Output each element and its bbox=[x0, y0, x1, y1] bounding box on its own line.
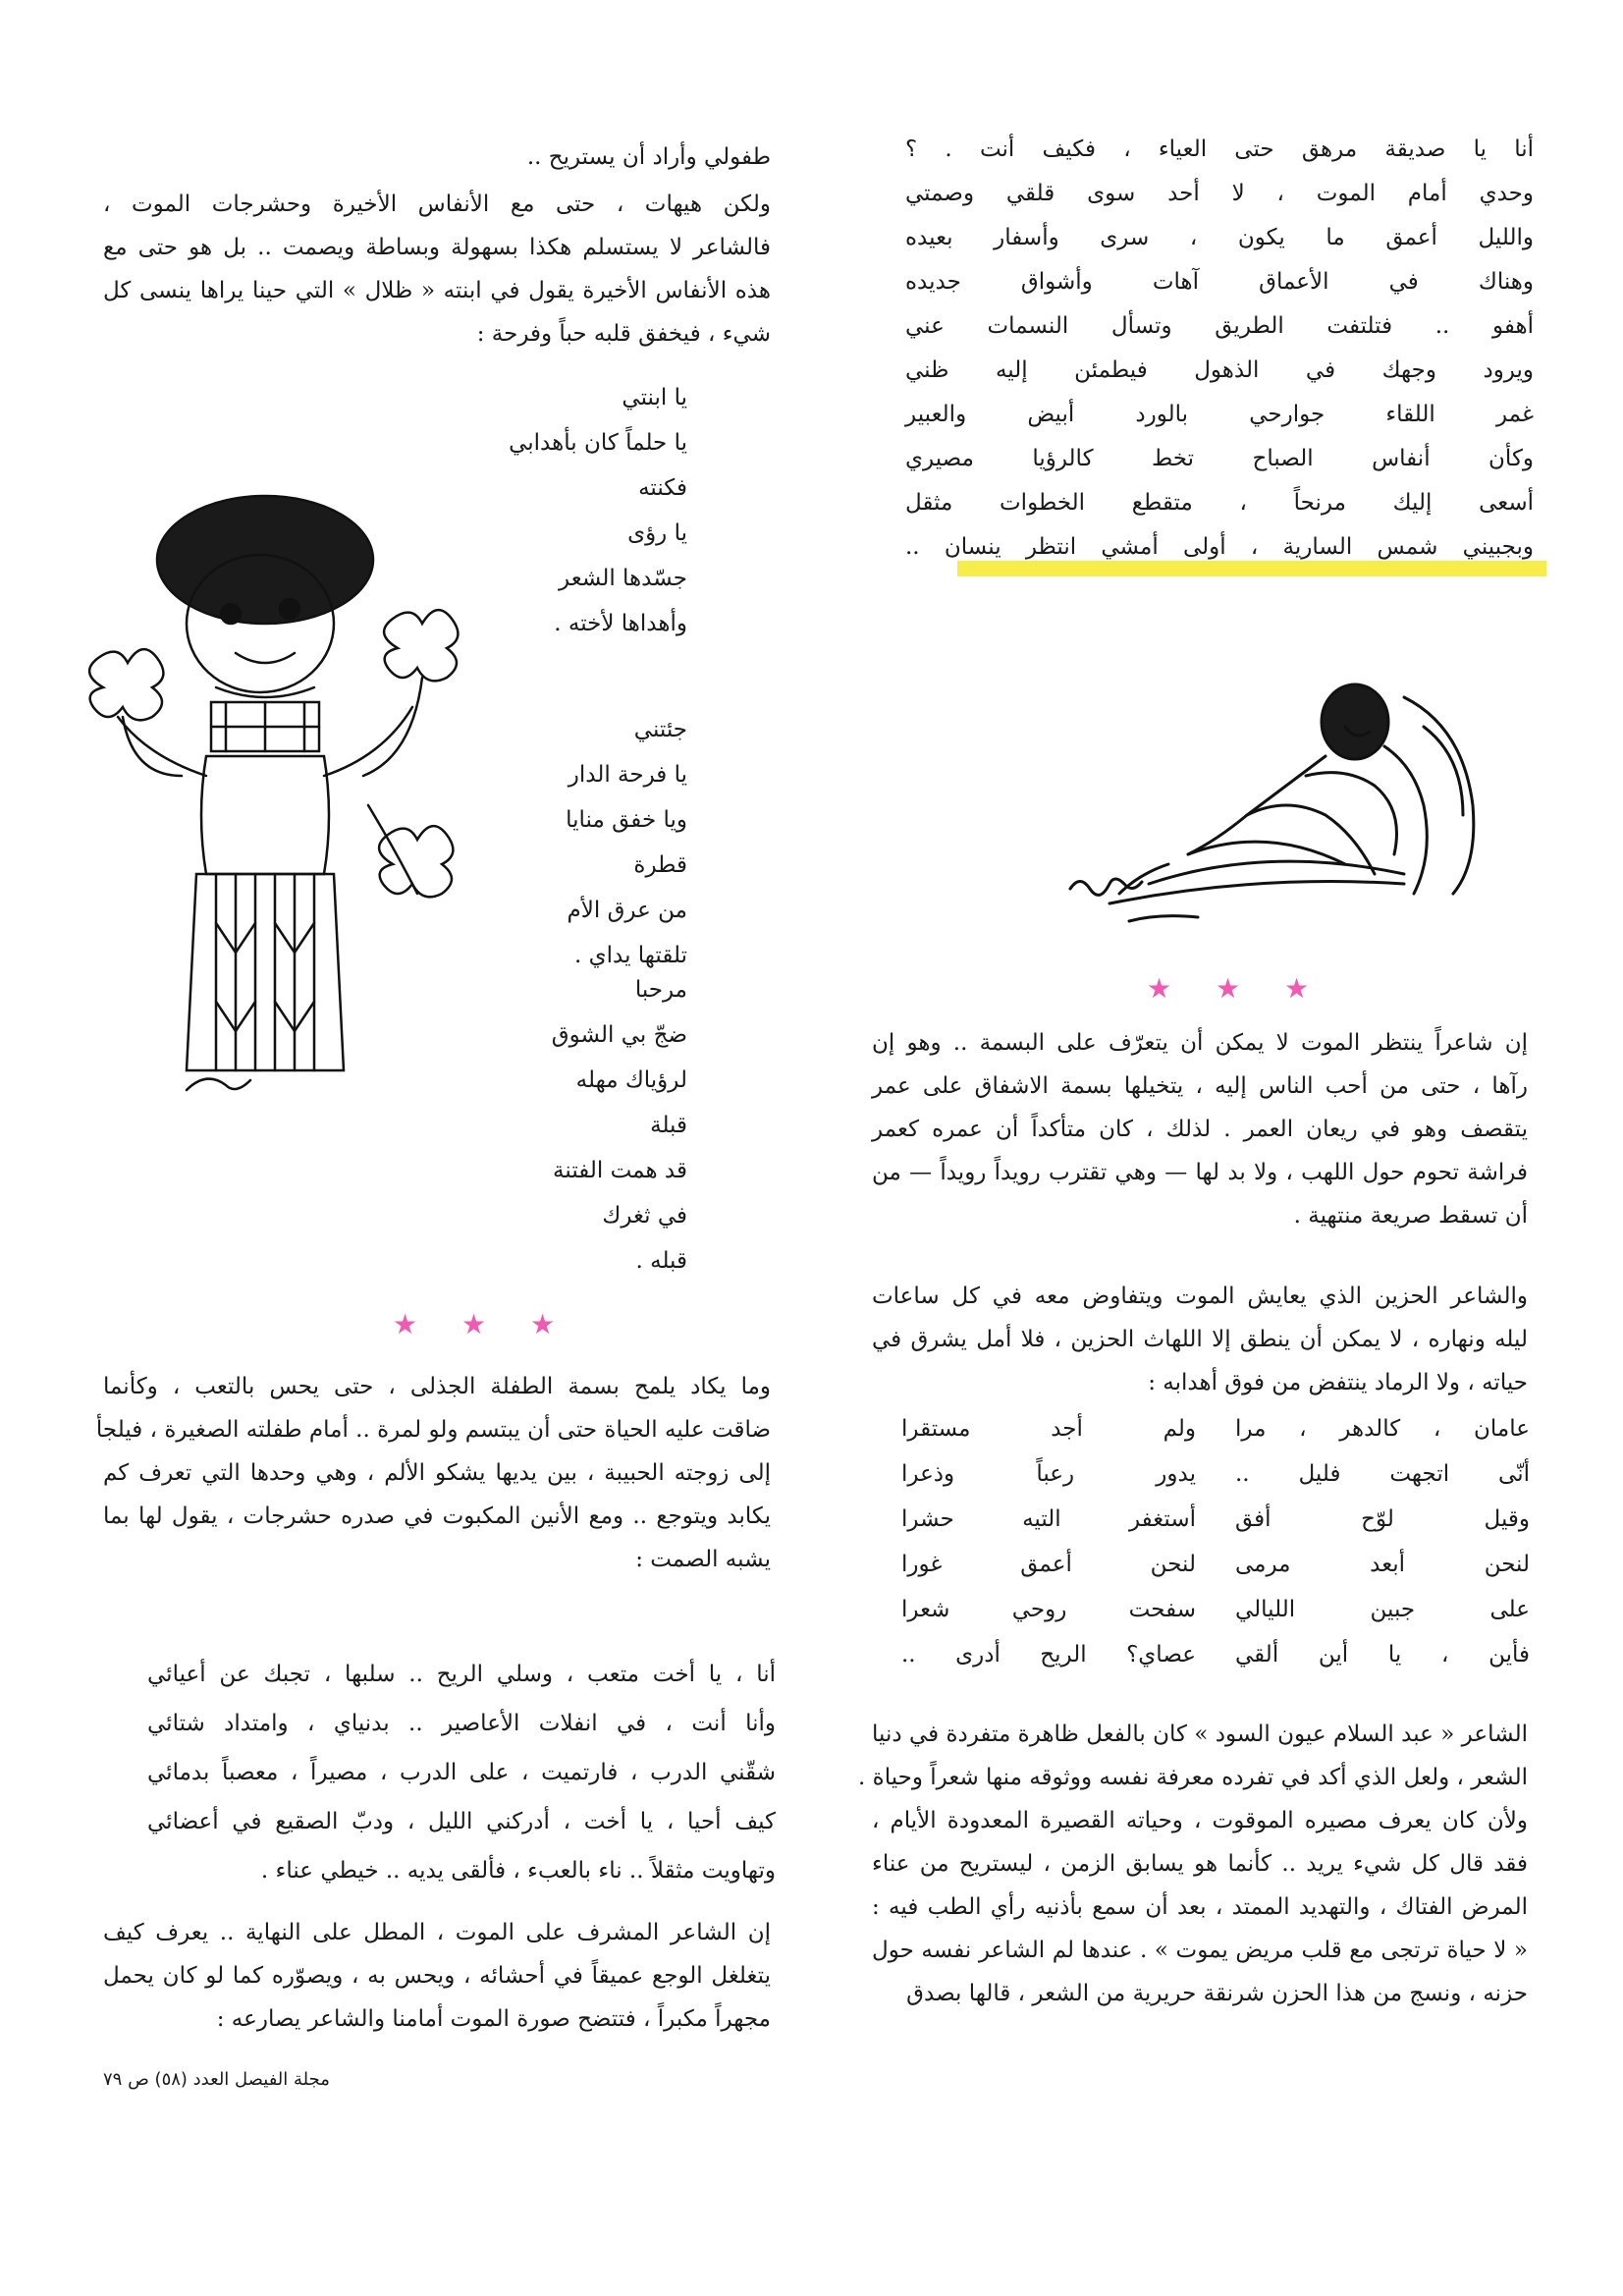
text-line: والليل أعمق ما يكون ، سرى وأسفار بعيده bbox=[905, 225, 1534, 250]
text-line: الشعر ، ولعل الذي أكد في تفرده معرفة نفسه ووثوقه منها شعراً وحياة . bbox=[858, 1765, 1528, 1790]
first-hemistich: أنّى اتجهت فليل .. bbox=[1235, 1461, 1530, 1487]
poem-line: ضجّ بي الشوق bbox=[551, 1022, 687, 1048]
first-hemistich: لنحن أبعد مرمى bbox=[1235, 1552, 1530, 1577]
left-paragraph-2 bbox=[103, 183, 771, 355]
text-line: الشاعر « عبد السلام عيون السود » كان بالفعل ظاهرة متفردة في دنيا bbox=[872, 1722, 1528, 1747]
poem-line: يا فرحة الدار bbox=[568, 762, 687, 788]
text-line: إلى زوجته الحبيبة ، بين يديها يشكو الألم ، وهي وحدها التي تعرف كم bbox=[103, 1460, 771, 1486]
text-line: أنا ، يا أخت متعب ، وسلي الريح .. سلبها ، تجبك عن أعيائي bbox=[147, 1662, 776, 1687]
text-line: أسعى إليك مرنحاً ، متقطع الخطوات مثقل bbox=[905, 490, 1534, 516]
text-line: شيء ، فيخفق قلبه حباً وفرحة : bbox=[476, 321, 771, 347]
text-line: كيف أحيا ، يا أخت ، أدركني الليل ، ودبّ الصقيع في أعضائي bbox=[147, 1809, 776, 1834]
right-paragraph-2 bbox=[872, 1275, 1528, 1404]
text-line: ولأن كان يعرف مصيره الموقوت ، وحياته القصيرة المعدودة الأيام ، bbox=[872, 1808, 1528, 1833]
couplet-row bbox=[901, 1497, 1530, 1542]
text-line: يتغلغل الوجع عميقاً في أحشائه ، ويحس به ، ويصوّره كما لو كان يحمل bbox=[103, 1963, 771, 1989]
poem-line: فكنته bbox=[638, 475, 687, 501]
text-line: مجهراً مكبراً ، فتتضح صورة الموت أمامنا والشاعر يصارعه : bbox=[216, 2006, 771, 2032]
poem-line: قبله . bbox=[635, 1248, 687, 1274]
text-line: والشاعر الحزين الذي يعايش الموت ويتفاوض معه في كل ساعات bbox=[872, 1284, 1528, 1309]
text-line: وما يكاد يلمح بسمة الطفلة الجذلى ، حتى يحس بالتعب ، وكأنما bbox=[103, 1374, 771, 1399]
poem-line: ويا خفق منايا bbox=[566, 807, 687, 833]
text-line: هذه الأنفاس الأخيرة يقول في ابنته « ظلال » التي حينا يراها ينسى كل bbox=[103, 278, 771, 303]
text-line: يشبه الصمت : bbox=[635, 1547, 771, 1572]
left-paragraph-3 bbox=[95, 1365, 771, 1581]
poem-line: من عرق الأم bbox=[567, 898, 687, 923]
poem-line: وأهداها لأخته . bbox=[554, 611, 687, 636]
second-hemistich: لنحن أعمق غورا bbox=[901, 1552, 1196, 1577]
text-line: فقد قال كل شيء يريد .. كأنما هو يسابق الزمن ، ليستريح من عناء bbox=[872, 1851, 1528, 1877]
second-hemistich: ولم أجد مستقرا bbox=[901, 1416, 1196, 1442]
text-line: ليله ونهاره ، لا يمكن أن ينطق إلا اللهاث الحزين ، فلا أمل يشرق في bbox=[872, 1327, 1528, 1352]
couplet-poem bbox=[901, 1406, 1530, 1677]
left-paragraph-1 bbox=[103, 136, 771, 179]
girl-with-flowers-illustration bbox=[69, 491, 461, 1120]
text-line: وأنا أنت ، في انفلات الأعاصير .. بدنياي ، وامتداد شتائي bbox=[147, 1711, 776, 1736]
text-line: غمر اللقاء جوارحي بالورد أبيض والعبير bbox=[905, 402, 1534, 427]
poem-line: لرؤياك مهله bbox=[575, 1067, 687, 1093]
right-paragraph-3 bbox=[858, 1713, 1528, 1799]
text-line: أن تسقط صريعة منتهية . bbox=[1293, 1203, 1528, 1229]
right-paragraph-4 bbox=[872, 1799, 1528, 2015]
text-line: ضاقت عليه الحياة حتى أن يبتسم ولو لمرة .. أمام طفلته الصغيرة ، فيلجأ bbox=[95, 1417, 771, 1443]
poem-line: قد همت الفتنة bbox=[553, 1158, 687, 1183]
first-hemistich: فأين ، يا أين ألقي bbox=[1235, 1642, 1530, 1667]
poem-line: تلقتها يداي . bbox=[574, 943, 687, 968]
text-line: إن شاعراً ينتظر الموت لا يمكن أن يتعرّف على البسمة .. وهو إن bbox=[872, 1030, 1528, 1056]
text-line: وحدي أمام الموت ، لا أحد سوى قلقي وصمتي bbox=[905, 181, 1534, 206]
text-line: طفولي وأراد أن يستريح .. bbox=[526, 144, 771, 170]
second-hemistich: يدور رعباً وذعرا bbox=[901, 1461, 1196, 1487]
couplet-row bbox=[901, 1406, 1530, 1451]
poem-line: مرحبا bbox=[634, 977, 687, 1003]
text-line: حياته ، ولا الرماد ينتفض من فوق أهدابه : bbox=[1148, 1370, 1528, 1395]
poem-line: يا ابنتي bbox=[622, 385, 687, 410]
poem-line: قبلة bbox=[650, 1113, 687, 1138]
text-line: ولكن هيهات ، حتى مع الأنفاس الأخيرة وحشرجات الموت ، bbox=[103, 191, 771, 217]
text-line: فراشة تحوم حول اللهب ، ولا بد لها — وهي تقترب رويداً رويداً — من bbox=[872, 1160, 1528, 1185]
page-footer: مجلة الفيصل العدد (٥٨) ص ٧٩ bbox=[103, 2069, 330, 2090]
text-line: حزنه ، ونسج من هذا الحزن شرنقة حريرية من الشعر ، قالها بصدق bbox=[906, 1981, 1528, 2006]
right-paragraph-1 bbox=[872, 1021, 1528, 1237]
text-line: المرض الفتاك ، والتهديد الممتد ، بعد أن سمع بأذنيه رأي الطب فيه : bbox=[872, 1894, 1528, 1920]
couplet-row bbox=[901, 1632, 1530, 1677]
first-hemistich: عامان ، كالدهر ، مرا bbox=[1235, 1416, 1530, 1442]
first-hemistich: على جبين الليالي bbox=[1235, 1597, 1530, 1622]
text-line: يتقصف وهو في ريعان العمر . لذلك ، كان متأكداً أن عمره كعمر bbox=[872, 1117, 1528, 1142]
text-line: وتهاويت مثقلاً .. ناء بالعبء ، فألقى يديه .. خيطي عناء . bbox=[260, 1858, 776, 1884]
right-poem-1 bbox=[905, 128, 1534, 570]
couplet-row bbox=[901, 1451, 1530, 1497]
left-paragraph-4 bbox=[103, 1911, 771, 2041]
text-line: « لا حياة ترتجى مع قلب مريض يموت » . عندها لم الشاعر نفسه حول bbox=[872, 1938, 1528, 1963]
text-line: أهفو .. فتلتفت الطريق وتسأل النسمات عني bbox=[905, 313, 1534, 339]
couplet-row bbox=[901, 1542, 1530, 1587]
reclining-man-illustration bbox=[1051, 668, 1502, 933]
text-line: وهناك في الأعماق آهات وأشواق جديده bbox=[905, 269, 1534, 295]
section-separator-right: ★ ★ ★ bbox=[1147, 972, 1327, 1005]
text-line: وبجبيني شمس السارية ، أولى أمشي انتظر ينسان .. bbox=[905, 534, 1534, 560]
poem-line: يا رؤى bbox=[627, 520, 687, 546]
text-line: فالشاعر لا يستسلم هكذا بسهولة وبساطة ويصمت .. بل هو حتى مع bbox=[103, 235, 771, 260]
poem-line: جسّدها الشعر bbox=[559, 566, 687, 591]
poem-line: قطرة bbox=[633, 852, 687, 878]
text-line: إن الشاعر المشرف على الموت ، المطل على النهاية .. يعرف كيف bbox=[103, 1920, 771, 1945]
second-hemistich: أستغفر التيه حشرا bbox=[901, 1506, 1196, 1532]
text-line: شقّني الدرب ، فارتميت ، على الدرب ، مصيراً ، معصباً بدمائي bbox=[147, 1760, 776, 1785]
first-hemistich: وقيل لوّح أفق bbox=[1235, 1506, 1530, 1532]
text-line: رآها ، حتى من أحب الناس إليه ، يتخيلها بسمة الاشفاق على عمر bbox=[872, 1073, 1528, 1099]
poem-line: جئتني bbox=[633, 717, 687, 742]
couplet-row bbox=[901, 1587, 1530, 1632]
text-line: ويرود وجهك في الذهول فيطمئن إليه ظني bbox=[905, 357, 1534, 383]
second-hemistich: عصاي؟ الريح أدرى .. bbox=[901, 1642, 1196, 1667]
poem-line: يا حلماً كان بأهدابي bbox=[509, 430, 687, 456]
poem-line: في ثغرك bbox=[602, 1203, 687, 1229]
text-line: وكأن أنفاس الصباح تخط كالرؤيا مصيري bbox=[905, 446, 1534, 471]
text-line: أنا يا صديقة مرهق حتى العياء ، فكيف أنت . ؟ bbox=[905, 137, 1534, 162]
text-line: يكابد ويتوجع .. ومع الأنين المكبوت في صدره حشرجات ، يقول لها بما bbox=[103, 1503, 771, 1529]
second-hemistich: سفحت روحي شعرا bbox=[901, 1597, 1196, 1622]
section-separator-left: ★ ★ ★ bbox=[393, 1308, 573, 1340]
left-prose-poem bbox=[147, 1650, 776, 1895]
